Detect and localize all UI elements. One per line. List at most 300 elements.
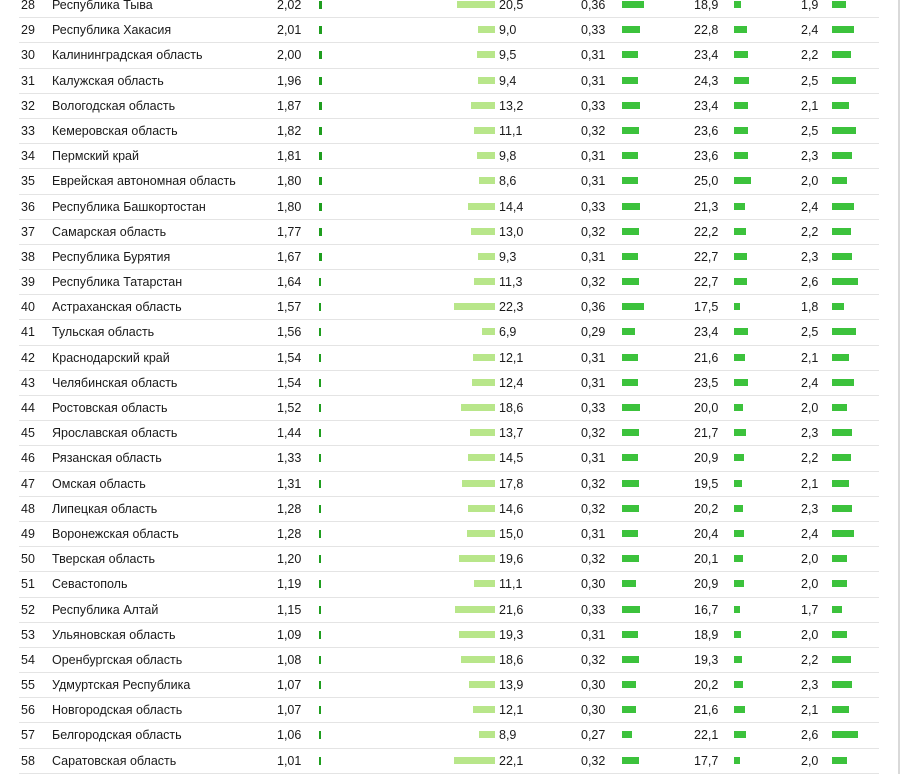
ratio-value-cell: 2,0 [801,552,819,567]
index-bar [319,177,322,185]
table-row [19,195,879,220]
percent-value-cell: 22,7 [694,249,719,264]
share-bar [474,580,495,587]
ratio-bar [832,203,854,210]
percent-bar [734,26,747,33]
ratio-value-cell: 2,5 [801,73,819,88]
share-value-cell: 22,1 [499,753,524,768]
share-bar [471,102,495,109]
coefficient-bar [622,354,638,361]
index-bar [319,228,322,236]
region-name-cell: Ярославская область [52,426,178,441]
coefficient-value-cell: 0,30 [581,678,606,693]
region-name-cell: Новгородская область [52,703,183,718]
percent-value-cell: 17,5 [694,300,719,315]
rank-cell: 49 [21,526,35,541]
percent-value-cell: 18,9 [694,627,719,642]
ratio-value-cell: 2,3 [801,426,819,441]
index-bar [319,152,322,160]
coefficient-value-cell: 0,32 [581,753,606,768]
coefficient-bar [622,429,639,436]
percent-value-cell: 23,6 [694,149,719,164]
percent-bar [734,706,745,713]
coefficient-bar [622,328,635,335]
ratio-bar [832,26,854,33]
share-bar [459,555,495,562]
share-bar [467,530,495,537]
share-bar [474,127,495,134]
share-bar [478,77,495,84]
rank-cell: 51 [21,577,35,592]
index-bar [319,354,321,362]
share-bar [477,51,495,58]
rank-cell: 46 [21,451,35,466]
ratio-value-cell: 2,1 [801,703,819,718]
rank-cell: 38 [21,249,35,264]
index-value-cell: 1,77 [277,224,302,239]
table-row [19,472,879,497]
table-row [19,371,879,396]
region-name-cell: Республика Бурятия [52,249,171,264]
table-row [19,346,879,371]
table-row [19,723,879,748]
ratio-bar [832,77,856,84]
index-bar [319,51,322,59]
coefficient-value-cell: 0,32 [581,652,606,667]
index-value-cell: 1,81 [277,149,302,164]
percent-bar [734,379,748,386]
percent-value-cell: 23,5 [694,375,719,390]
rank-cell: 44 [21,401,35,415]
coefficient-bar [622,480,639,487]
share-bar [454,757,495,764]
coefficient-value-cell: 0,31 [581,375,606,390]
percent-bar [734,555,743,562]
ratio-value-cell: 2,0 [801,577,819,592]
share-bar [478,253,495,260]
index-value-cell: 1,28 [277,526,302,541]
share-value-cell: 19,6 [499,552,524,567]
index-value-cell: 1,31 [277,476,302,491]
region-name-cell: Республика Алтай [52,602,159,617]
rank-cell: 42 [21,350,35,365]
ratio-bar [832,706,849,713]
region-name-cell: Астраханская область [52,300,182,315]
coefficient-bar [622,177,638,184]
share-value-cell: 11,3 [499,275,523,290]
share-bar [473,354,495,361]
percent-value-cell: 21,6 [694,703,719,718]
region-name-cell: Республика Башкортостан [52,199,206,214]
rank-cell: 37 [21,224,35,239]
index-bar [319,203,322,211]
index-value-cell: 1,54 [277,350,302,365]
coefficient-value-cell: 0,33 [581,602,606,617]
ratio-bar [832,177,847,184]
percent-value-cell: 19,3 [694,652,719,667]
coefficient-bar [622,127,639,134]
table-row [19,648,879,673]
region-name-cell: Кемеровская область [52,123,178,138]
region-name-cell: Омская область [52,476,146,491]
share-value-cell: 20,5 [499,0,524,12]
percent-value-cell: 21,3 [694,199,719,214]
region-name-cell: Вологодская область [52,98,176,113]
index-value-cell: 1,80 [277,199,302,214]
index-bar [319,303,321,311]
percent-bar [734,429,746,436]
index-bar [319,706,321,714]
ratio-bar [832,354,849,361]
coefficient-value-cell: 0,27 [581,728,606,743]
ratio-bar [832,228,851,235]
percent-bar [734,328,748,335]
rank-cell: 29 [21,23,35,38]
coefficient-bar [622,228,639,235]
region-name-cell: Ульяновская область [52,627,176,642]
percent-value-cell: 23,4 [694,325,719,340]
rank-cell: 34 [21,149,35,164]
index-bar [319,379,321,387]
table-row [19,169,879,194]
ratio-bar [832,631,847,638]
index-value-cell: 2,00 [277,48,302,63]
coefficient-value-cell: 0,31 [581,526,606,541]
index-value-cell: 1,87 [277,98,302,113]
ratio-bar [832,102,849,109]
index-bar [319,530,321,538]
ratio-value-cell: 1,8 [801,300,819,315]
percent-bar [734,303,740,310]
ratio-value-cell: 2,3 [801,678,819,693]
coefficient-value-cell: 0,32 [581,476,606,491]
ratio-bar [832,152,852,159]
rank-cell: 48 [21,501,35,516]
coefficient-bar [622,303,644,310]
coefficient-value-cell: 0,31 [581,627,606,642]
coefficient-bar [622,757,639,764]
ratio-bar [832,656,851,663]
region-name-cell: Саратовская область [52,753,177,768]
rank-cell: 53 [21,627,35,642]
region-name-cell: Удмуртская Республика [52,678,191,693]
region-name-cell: Челябинская область [52,375,178,390]
share-bar [473,706,495,713]
ratio-value-cell: 2,0 [801,174,819,189]
rank-cell: 28 [21,0,35,12]
coefficient-bar [622,404,640,411]
index-value-cell: 1,82 [277,123,302,138]
region-name-cell: Пермский край [52,149,139,164]
percent-bar [734,681,743,688]
percent-value-cell: 18,9 [694,0,719,12]
index-value-cell: 1,19 [277,577,302,592]
percent-bar [734,580,744,587]
index-bar [319,253,322,261]
index-value-cell: 2,02 [277,0,302,12]
percent-bar [734,177,751,184]
percent-bar [734,253,747,260]
percent-bar [734,152,748,159]
share-value-cell: 12,1 [499,703,524,718]
ratio-bar [832,1,846,8]
rank-cell: 31 [21,73,35,88]
index-value-cell: 1,56 [277,325,302,340]
table-row [19,522,879,547]
rank-cell: 50 [21,552,35,567]
share-bar [472,379,495,386]
ratio-value-cell: 1,7 [801,602,819,617]
index-value-cell: 1,44 [277,426,302,441]
region-name-cell: Республика Хакасия [52,23,172,38]
region-name-cell: Калужская область [52,73,164,88]
ratio-value-cell: 2,3 [801,249,819,264]
share-value-cell: 13,0 [499,224,524,239]
percent-value-cell: 23,6 [694,123,719,138]
share-value-cell: 13,7 [499,426,524,441]
percent-bar [734,203,745,210]
percent-value-cell: 24,3 [694,73,719,88]
share-bar [471,228,495,235]
table-row [19,497,879,522]
ratio-value-cell: 2,1 [801,350,819,365]
index-value-cell: 1,06 [277,728,302,743]
table-row [19,245,879,270]
table-row [19,749,879,774]
share-bar [454,303,495,310]
table-row [19,0,879,18]
coefficient-bar [622,580,636,587]
share-bar [468,505,495,512]
index-bar [319,127,322,135]
rank-cell: 56 [21,703,35,718]
coefficient-value-cell: 0,31 [581,48,606,63]
index-bar [319,606,321,614]
ratio-value-cell: 2,2 [801,224,819,239]
table-row [19,18,879,43]
ratio-bar [832,429,852,436]
index-bar [319,656,321,664]
share-bar [470,429,495,436]
share-value-cell: 14,6 [499,501,524,516]
share-bar [474,278,495,285]
ratio-value-cell: 2,1 [801,476,819,491]
percent-value-cell: 21,7 [694,426,719,441]
ratio-value-cell: 2,4 [801,199,819,214]
coefficient-bar [622,631,638,638]
share-value-cell: 9,3 [499,249,517,264]
coefficient-value-cell: 0,30 [581,577,606,592]
coefficient-bar [622,454,638,461]
rank-cell: 40 [21,300,35,315]
table-row [19,547,879,572]
ratio-value-cell: 2,4 [801,375,819,390]
ratio-bar [832,253,852,260]
ratio-value-cell: 2,6 [801,275,819,290]
share-value-cell: 14,4 [499,199,524,214]
region-name-cell: Еврейская автономная область [52,174,236,189]
ratio-value-cell: 2,0 [801,753,819,768]
ratio-bar [832,404,847,411]
percent-bar [734,102,748,109]
share-value-cell: 17,8 [499,476,524,491]
index-value-cell: 1,80 [277,174,302,189]
region-name-cell: Оренбургская область [52,652,183,667]
percent-value-cell: 22,2 [694,224,719,239]
index-bar [319,681,321,689]
percent-bar [734,278,747,285]
region-name-cell: Республика Тыва [52,0,153,12]
index-value-cell: 1,28 [277,501,302,516]
region-name-cell: Севастополь [52,577,128,592]
ratio-bar [832,530,854,537]
index-value-cell: 1,01 [277,753,302,768]
table-row [19,69,879,94]
share-bar [477,152,495,159]
share-value-cell: 8,6 [499,174,517,189]
table-row [19,396,879,421]
coefficient-bar [622,731,632,738]
coefficient-value-cell: 0,32 [581,224,606,239]
index-bar [319,757,321,765]
percent-value-cell: 20,2 [694,678,719,693]
index-bar [319,631,321,639]
percent-bar [734,354,745,361]
index-value-cell: 1,52 [277,401,302,415]
percent-bar [734,505,743,512]
coefficient-value-cell: 0,32 [581,552,606,567]
index-bar [319,102,322,110]
index-value-cell: 1,64 [277,275,302,290]
rank-cell: 58 [21,753,35,768]
table-row [19,295,879,320]
coefficient-bar [622,681,636,688]
coefficient-bar [622,253,638,260]
percent-value-cell: 22,8 [694,23,719,38]
percent-value-cell: 16,7 [694,602,719,617]
ratio-bar [832,328,856,335]
share-value-cell: 12,1 [499,350,524,365]
coefficient-bar [622,379,638,386]
share-value-cell: 15,0 [499,526,524,541]
share-value-cell: 11,1 [499,123,523,138]
rank-cell: 41 [21,325,35,340]
percent-bar [734,530,744,537]
percent-value-cell: 21,6 [694,350,719,365]
coefficient-value-cell: 0,31 [581,350,606,365]
table-row [19,119,879,144]
coefficient-value-cell: 0,33 [581,401,606,415]
ratio-bar [832,555,847,562]
index-value-cell: 1,07 [277,678,302,693]
index-bar [319,328,321,336]
index-value-cell: 1,08 [277,652,302,667]
ratio-value-cell: 2,3 [801,501,819,516]
region-name-cell: Калининградская область [52,48,203,63]
index-bar [319,505,321,513]
share-bar [478,26,495,33]
table-row [19,698,879,723]
index-value-cell: 1,15 [277,602,302,617]
ratio-value-cell: 2,0 [801,627,819,642]
ratio-bar [832,580,847,587]
coefficient-value-cell: 0,32 [581,275,606,290]
region-name-cell: Республика Татарстан [52,275,183,290]
percent-value-cell: 17,7 [694,753,719,768]
index-value-cell: 1,20 [277,552,302,567]
region-name-cell: Белгородская область [52,728,182,743]
table-row [19,623,879,648]
coefficient-value-cell: 0,36 [581,0,606,12]
ratio-bar [832,454,851,461]
region-name-cell: Ростовская область [52,401,168,415]
region-name-cell: Липецкая область [52,501,158,516]
share-bar [468,454,495,461]
percent-value-cell: 23,4 [694,48,719,63]
index-bar [319,555,321,563]
percent-value-cell: 20,2 [694,501,719,516]
percent-bar [734,656,742,663]
percent-bar [734,51,748,58]
ratio-value-cell: 2,1 [801,98,819,113]
table-row [19,320,879,345]
index-bar [319,77,322,85]
ratio-bar [832,127,856,134]
ratio-value-cell: 1,9 [801,0,819,12]
index-value-cell: 1,33 [277,451,302,466]
share-value-cell: 13,9 [499,678,524,693]
index-value-cell: 1,54 [277,375,302,390]
coefficient-value-cell: 0,31 [581,174,606,189]
percent-bar [734,404,743,411]
index-bar [319,278,321,286]
percent-bar [734,480,742,487]
percent-value-cell: 23,4 [694,98,719,113]
share-bar [461,404,495,411]
index-bar [319,26,322,34]
percent-value-cell: 22,7 [694,275,719,290]
share-value-cell: 18,6 [499,401,524,415]
percent-bar [734,454,744,461]
share-bar [459,631,495,638]
share-value-cell: 21,6 [499,602,524,617]
ratio-value-cell: 2,5 [801,123,819,138]
rank-cell: 35 [21,174,35,189]
percent-bar [734,731,746,738]
coefficient-value-cell: 0,33 [581,199,606,214]
table-row [19,572,879,597]
percent-bar [734,127,748,134]
share-bar [468,203,495,210]
coefficient-bar [622,51,638,58]
index-value-cell: 1,09 [277,627,302,642]
coefficient-value-cell: 0,36 [581,300,606,315]
percent-value-cell: 19,5 [694,476,719,491]
percent-bar [734,606,740,613]
coefficient-value-cell: 0,33 [581,23,606,38]
coefficient-value-cell: 0,31 [581,451,606,466]
table-row [19,673,879,698]
index-bar [319,480,321,488]
share-value-cell: 14,5 [499,451,524,466]
share-value-cell: 19,3 [499,627,524,642]
share-bar [482,328,495,335]
region-name-cell: Самарская область [52,224,167,239]
share-value-cell: 9,8 [499,149,517,164]
share-value-cell: 22,3 [499,300,524,315]
rank-cell: 33 [21,123,35,138]
coefficient-value-cell: 0,31 [581,73,606,88]
